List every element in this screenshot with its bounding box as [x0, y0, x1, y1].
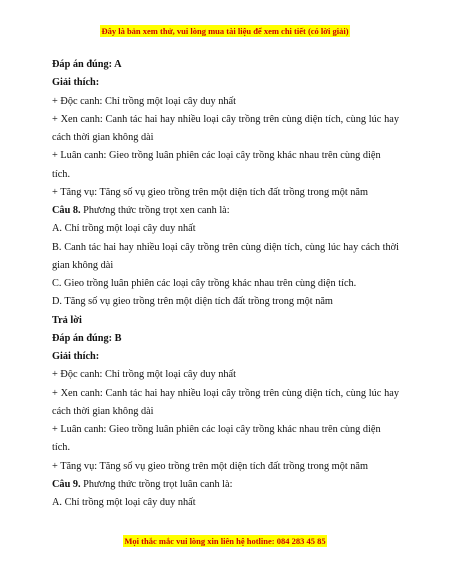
- option-8-c: C. Gieo trồng luân phiên các loại cây trồng khác nhau trên cùng diện tích.: [52, 278, 357, 289]
- explanation-tang-vu-2: + Tăng vụ: Tăng số vụ gieo trồng trên một diện tích đất trồng trong một năm: [52, 460, 369, 472]
- option-9-a: A. Chỉ trồng một loại cây duy nhất: [52, 497, 196, 508]
- question-9-text: Phương thức trồng trọt luân canh là:: [80, 478, 233, 490]
- explanation-doc-canh-2: + Độc canh: Chỉ trồng một loại cây duy nhất: [52, 369, 236, 381]
- explanation-luan-canh: + Luân canh: Gieo trồng luân phiên các loại cây trồng khác nhau trên cùng diện tích.: [52, 150, 381, 180]
- hotline-notice: [0, 535, 450, 547]
- explanation-label: Giải thích:: [52, 77, 100, 89]
- explanation-label-2: Giải thích:: [52, 351, 100, 362]
- preview-notice-text: Đây là bản xem thử, vui lòng mua tài liệu để xem chi tiết (có lời giải): [101, 26, 349, 36]
- answer-label-b: Đáp án đúng: B: [52, 332, 122, 344]
- explanation-luan-canh-2: + Luân canh: Gieo trồng luân phiên các loại cây trồng khác nhau trên cùng diện tích.: [52, 424, 381, 454]
- option-8-a: A. Chỉ trồng một loại cây duy nhất: [52, 223, 196, 235]
- option-8-d: D. Tăng số vụ gieo trồng trên một diện tích đất trồng trong một năm: [52, 296, 333, 308]
- question-9-label: Câu 9.: [52, 478, 81, 490]
- explanation-xen-canh: + Xen canh: Canh tác hai hay nhiều loại cây trồng trên cùng diện tích, cùng lúc hay cách thời gian không dài: [52, 113, 399, 143]
- question-8-text: Phương thức trồng trọt xen canh là:: [80, 205, 230, 216]
- question-8-label: Câu 8.: [52, 205, 81, 216]
- hotline-notice-text: Mọi thắc mắc vui lòng xin liên hệ hotline: 084 283 45 85: [124, 536, 326, 546]
- answer-label-a: Đáp án đúng: A: [52, 59, 122, 70]
- preview-notice: [0, 25, 450, 37]
- explanation-doc-canh: + Độc canh: Chỉ trồng một loại cây duy nhất: [52, 95, 236, 107]
- question-8: [52, 202, 399, 220]
- explanation-xen-canh-2: + Xen canh: Canh tác hai hay nhiều loại cây trồng trên cùng diện tích, cùng lúc hay cách thời gian không dài: [52, 387, 399, 417]
- option-8-b: B. Canh tác hai hay nhiều loại cây trồng trên cùng diện tích, cùng lúc hay cách thời gian không dài: [52, 241, 399, 271]
- question-9: [52, 476, 399, 494]
- explanation-tang-vu: + Tăng vụ: Tăng số vụ gieo trồng trên một diện tích đất trồng trong một năm: [52, 186, 369, 198]
- answer-heading: Trả lời: [52, 314, 82, 326]
- document-content: [52, 56, 399, 512]
